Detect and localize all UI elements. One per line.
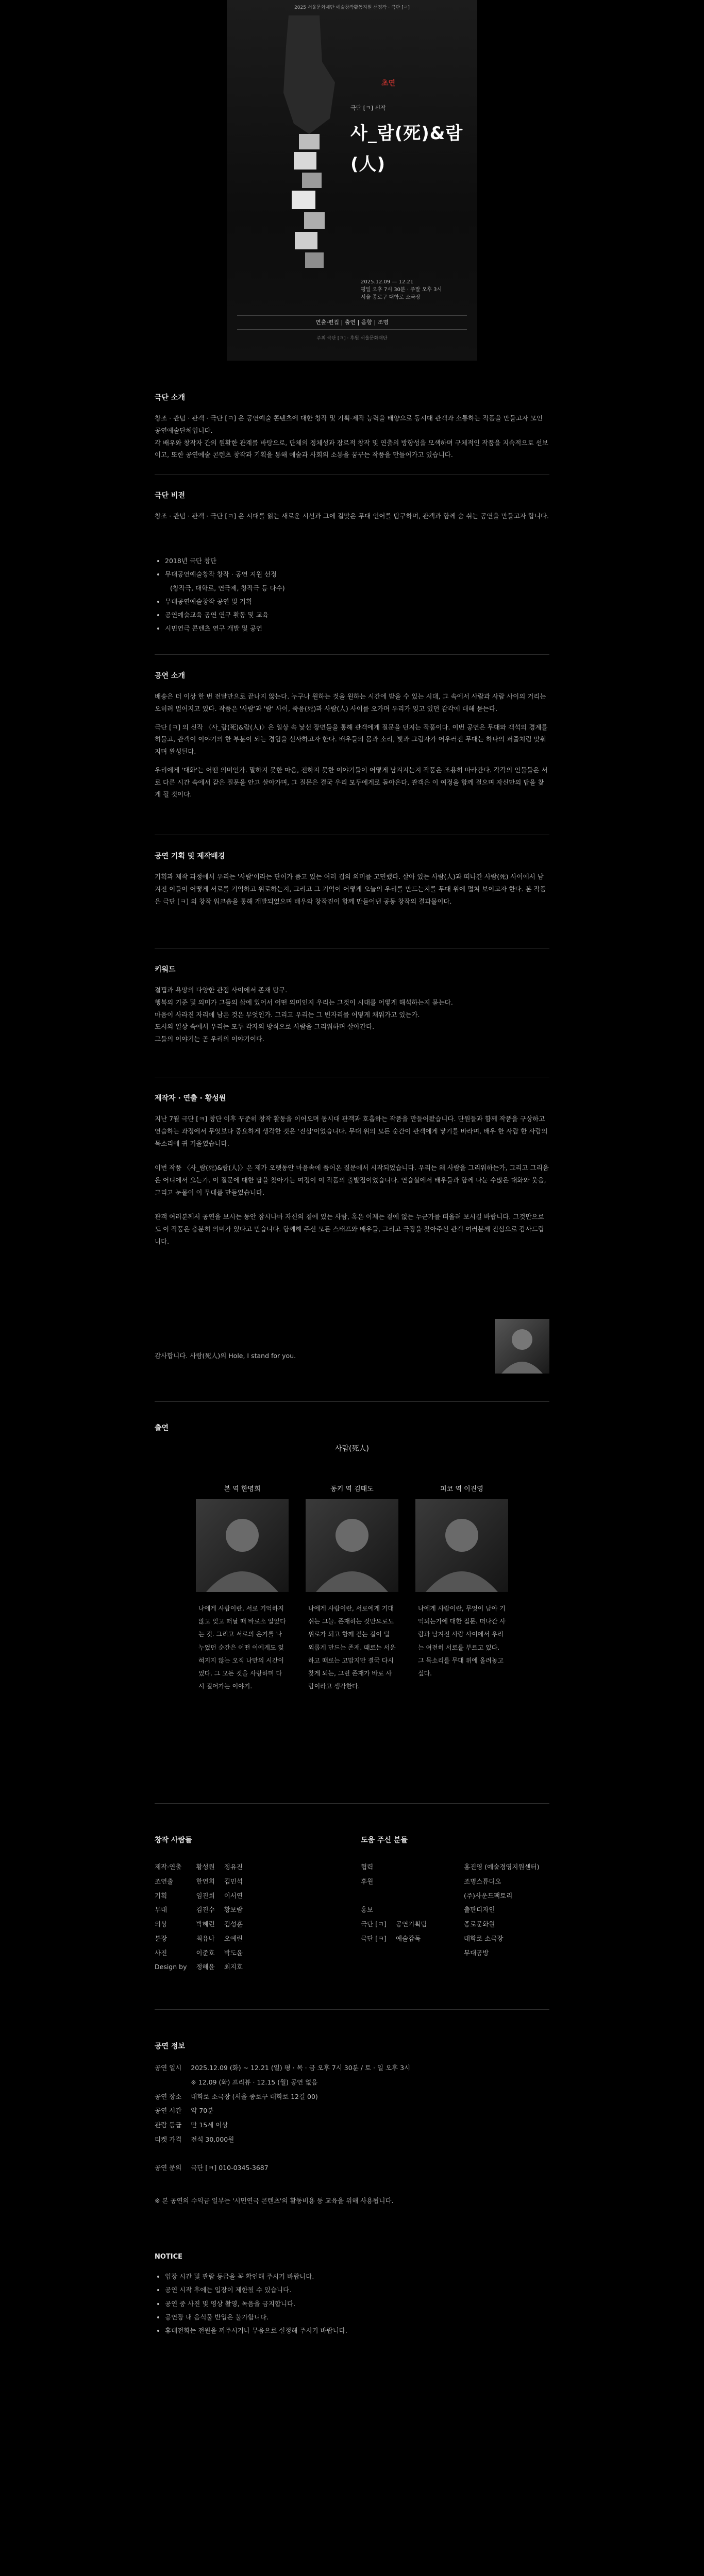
vision-item: (창작극, 대학로, 연극제, 창작극 등 다수) bbox=[170, 584, 285, 592]
director-text: 지난 7월 극단 [ㅋ] 창단 이후 꾸준히 창작 활동을 이어오며 동시대 관객과 호흡하는 작품을 만들어왔습니다. 단원들과 함께 작품을 구상하고 연습하는 과정에서 무엇보다 중요하게 생각한 것은 '진심'이었습니다. 무대 위의 모든 순간이 관객에게 닿기를 바라며, 배우 한 사람 한 사람의 목소리에 귀 기울였습니다. 이번 작품 〈사_람(死)&람(人)〉은 제가 오랫동안 마음속에 품어온 질문에서 시작되었습니다. 우리는 왜 사람을 그리워하는가, 그리고 그리움은 어디에서 오는가. 이 질문에 대한 답을 찾아가는 여정이 이 작품의 출발점이었습니다. 연습실에서 배우들과 함께 나눈 수많은 대화와 웃음, 그리고 눈물이 이 무대를 만들었습니다. 관객 여러분께서 공연을 보시는 동안 잠시나마 자신의 곁에 있는 사람, 혹은 이제는 곁에 없는 누군가를 떠올려 보시길 바랍니다. 그것만으로도 이 작품은 충분히 의미가 있다고 믿습니다. 함께해 주신 모든 스태프와 배우들, 그리고 극장을 찾아주신 관객 여러분께 진심으로 감사드립니다. bbox=[155, 1115, 549, 1245]
help-table-right: 홍진영 (예술경영지원센터) 조명스튜디오 (주)사운드팩토리 출판디자인 종로문화원 대학로 소극장 무대공방 bbox=[464, 1863, 540, 1957]
info-title: 공연 정보 bbox=[155, 2042, 185, 2050]
cast-photo-3 bbox=[415, 1499, 508, 1592]
director-photo bbox=[495, 1319, 549, 1374]
poster-credits: 연출·편집 | 출연 | 음향 | 조명 bbox=[237, 315, 467, 330]
about-paragraph: 우리에게 '대화'는 어떤 의미인가. 말하지 못한 마음, 전하지 못한 이야기들이 어떻게 남겨지는지 작품은 조용히 따라간다. 각각의 인물들은 서로 다른 시간 속에서 같은 질문을 안고 살아가며, 그 질문은 결국 우리 모두에게로 돌아온다. 관객은 이 여정을 함께 걸으며 자신만의 답을 찾게 될 것이다. bbox=[155, 766, 548, 799]
staff-table: 제작·연출 황성원 정유진 조연출 한연희 김민석 기획 임진희 이서연 무대 김진수 황보람 의상 박혜린 김성훈 분장 최유나 오예린 사진 이준호 박도윤 Design by 정해윤 최지호 bbox=[155, 1863, 243, 1971]
poster-red-text: 초연 bbox=[381, 79, 396, 88]
cast-photo-2 bbox=[306, 1499, 398, 1592]
director-signature: 감사합니다. 사람(死人)의 Hole, I stand for you. bbox=[155, 1352, 296, 1360]
notice-title: NOTICE bbox=[155, 2253, 183, 2261]
notice-item: • 휴대전화는 전원을 꺼주시거나 무음으로 설정해 주시기 바랍니다. bbox=[165, 2324, 560, 2337]
help-title: 도움 주신 분들 bbox=[361, 1836, 408, 1844]
planning-text: 기획과 제작 과정에서 우리는 '사람'이라는 단어가 품고 있는 여러 겹의 의미를 고민했다. 살아 있는 사람(人)과 떠나간 사람(死) 사이에서 남겨진 이들이 어떻게 서로를 기억하고 위로하는지, 그리고 그 기억이 어떻게 오늘의 우리를 만드는지를 무대 위에 펼쳐 보이고자 한다. 본 작품은 극단 [ㅋ] 의 창작 워크숍을 통해 개발되었으며 배우와 창작진이 함께 만들어낸 공동 창작의 결과물이다. bbox=[155, 873, 546, 905]
vision-list bbox=[155, 554, 560, 636]
vision-item: • 무대공연예술창작 공연 및 기획 bbox=[165, 595, 560, 608]
section-divider bbox=[155, 1803, 549, 1804]
notice-item: • 입장 시간 및 관람 등급을 꼭 확인해 주시기 바랍니다. bbox=[165, 2270, 560, 2283]
about-title: 공연 소개 bbox=[155, 672, 185, 680]
poster-title: 사_람(死)&람(人) bbox=[350, 123, 463, 175]
poster-footer: 주최 극단 [ㅋ] · 후원 서울문화재단 bbox=[316, 336, 388, 341]
notice-list bbox=[155, 2270, 560, 2337]
info-footnote: ※ 본 공연의 수익금 일부는 '시민연극 콘텐츠'의 활동비용 등 교육을 위해 사용됩니다. bbox=[155, 2197, 394, 2205]
staff-title: 창작 사람들 bbox=[155, 1836, 192, 1844]
vision-text: 창조 · 관념 · 관객 · 극단 [ㅋ] 은 시대를 읽는 새로운 시선과 그에 걸맞은 무대 언어를 탐구하며, 관객과 함께 숨 쉬는 공연을 만들고자 합니다. bbox=[155, 512, 549, 520]
section-divider bbox=[155, 2009, 549, 2010]
keyword-title: 키워드 bbox=[155, 965, 176, 974]
cast-title: 출연 bbox=[155, 1424, 169, 1432]
cast-bio-3: 나에게 사람이란, 무엇이 남아 기억되는가에 대한 질문. 떠나간 사람과 남겨진 사람 사이에서 우리는 여전히 서로를 부르고 있다. 그 목소리를 무대 위에 올려놓고 싶다. bbox=[418, 1605, 506, 1677]
intro-text: 창조 · 관념 · 관객 · 극단 [ㅋ] 은 공연예술 콘텐츠에 대한 창작 및 기획·제작 능력을 배양으로 동시대 관객과 소통하는 작품을 만들고자 모인 공연예술단체입니다. 각 배우와 창작자 간의 원활한 관계를 바탕으로, 단체의 정체성과 장르적 창작 및 연출의 방향성을 모색하며 구체적인 작품을 지속적으로 선보이고, 또한 공연예술 콘텐츠 창작과 기획을 통해 예술과 사회의 소통을 꿈꾸는 작품을 만들어가고 있습니다. bbox=[155, 414, 548, 459]
help-table-left: 협력 후원 홍보 극단 [ㅋ] 공연기획팀 극단 [ㅋ] 예술감독 bbox=[361, 1863, 427, 1942]
about-paragraph: 배송은 더 이상 한 번 전달만으로 끝나지 않는다. 누구나 원하는 것을 원하는 시간에 받을 수 있는 시대, 그 속에서 사람과 사람 사이의 거리는 오히려 멀어지고 있다. 작품은 '사람'과 '람' 사이, 죽음(死)과 사람(人) 사이를 오가며 우리가 잊고 있던 감각에 대해 묻는다. bbox=[155, 692, 546, 713]
keyword-text: 결핍과 욕망의 다양한 관점 사이에서 존재 탐구. 행복의 기준 및 의미가 그들의 삶에 있어서 어떤 의미인지 우리는 그것이 시대를 어떻게 해석하는지 묻는다. 마음이 사라진 자리에 남은 것은 무엇인가. 그리고 우리는 그 빈자리를 어떻게 채워가고 있는가. 도시의 일상 속에서 우리는 모두 각자의 방식으로 사람을 그리워하며 살아간다. 그들의 이야기는 곧 우리의 이야기이다. bbox=[155, 986, 453, 1043]
poster-top-text: 2025 서울문화재단 예술창작활동지원 선정작 · 극단 [ㅋ] bbox=[294, 5, 410, 10]
vision-item: • 무대공연예술창작 창작 · 공연 지원 선정 bbox=[165, 568, 560, 581]
cast-name-1: 본 역 한명희 bbox=[224, 1485, 261, 1493]
hand-puzzle-illustration bbox=[258, 15, 350, 283]
section-divider bbox=[155, 1401, 549, 1402]
cast-subtitle: 사람(死人) bbox=[335, 1445, 369, 1453]
poster-image bbox=[227, 0, 477, 361]
vision-item: • 시민연극 콘텐츠 연구 개발 및 공연 bbox=[165, 622, 560, 635]
notice-item: • 공연 시작 후에는 입장이 제한될 수 있습니다. bbox=[165, 2283, 560, 2297]
section-divider bbox=[155, 654, 549, 655]
cast-bio-1: 나에게 사람이란, 서로 기억하지 않고 잊고 떠날 때 바로소 알았다는 것. 그리고 서로의 온기를 나누었던 순간은 어떤 이에게도 잊혀지지 않는 오직 나만의 시간이었다. 그 모든 것을 사랑하며 다시 걸어가는 이야기. bbox=[198, 1605, 286, 1690]
cast-photo-1 bbox=[196, 1499, 289, 1592]
planning-title: 공연 기획 및 제작배경 bbox=[155, 852, 225, 860]
about-paragraph: 극단 [ㅋ] 의 신작 〈사_람(死)&람(人)〉은 일상 속 낯선 장면들을 통해 관객에게 질문을 던지는 작품이다. 이번 공연은 무대와 객석의 경계를 허물고, 관객이 이야기의 한 부분이 되는 경험을 선사하고자 한다. 배우들의 몸과 소리, 빛과 그림자가 어우러진 무대는 하나의 퍼즐처럼 맞춰지며 완성된다. bbox=[155, 723, 548, 755]
intro-title: 극단 소개 bbox=[155, 394, 185, 402]
about-text bbox=[155, 690, 549, 807]
cast-name-3: 피코 역 이진영 bbox=[440, 1485, 483, 1493]
vision-item: • 공연예술교육 공연 연구 활동 및 교육 bbox=[165, 608, 560, 622]
notice-item: • 공연장 내 음식물 반입은 불가합니다. bbox=[165, 2311, 560, 2324]
cast-name-2: 동키 역 김태도 bbox=[330, 1485, 374, 1493]
info-table: 공연 일시 2025.12.09 (화) ~ 12.21 (일) 평 · 목 · 금 오후 7시 30분 / 토 · 일 오후 3시 ※ 12.09 (화) 프리뷰 · 12.15 (월) 공연 없음 공연 장소 대학로 소극장 (서울 종로구 대학로 12길 00) 공연 시간 약 70분 관람 등급 만 15세 이상 티켓 가격 전석 30,000원 공연 문의 극단 [ㅋ] 010-0345-3687 bbox=[155, 2064, 411, 2172]
cast-bio-2: 나에게 사람이란, 서로에게 기대 쉬는 그늘. 존재하는 것만으로도 위로가 되고 함께 걷는 길이 덜 외롭게 만드는 존재. 때로는 서운하고 때로는 고맙지만 결국 다시 찾게 되는, 그런 존재가 바로 사람이라고 생각한다. bbox=[308, 1605, 396, 1690]
notice-item: • 공연 중 사진 및 영상 촬영, 녹음을 금지합니다. bbox=[165, 2297, 560, 2311]
poster-info: 2025.12.09 — 12.21 평일 오후 7시 30분 · 주말 오후 3시 서울 종로구 대학로 소극장 bbox=[361, 279, 442, 300]
poster-subtitle: 극단 [ㅋ] 신작 bbox=[350, 105, 386, 111]
vision-item: • 2018년 극단 창단 bbox=[165, 554, 560, 568]
director-title: 제작자 · 연출 · 황성원 bbox=[155, 1094, 226, 1103]
vision-title: 극단 비전 bbox=[155, 492, 185, 500]
